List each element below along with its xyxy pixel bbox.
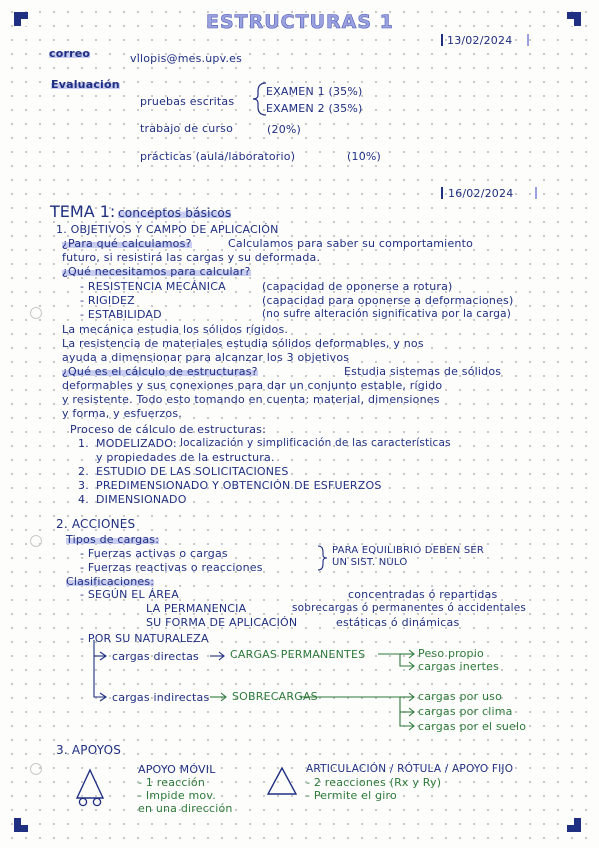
step-number: 4.	[78, 493, 89, 506]
sobrecargas: SOBRECARGAS	[232, 690, 318, 703]
step-number: 1.	[78, 437, 89, 450]
date-1: 13/02/2024	[447, 34, 513, 47]
naturaleza-label: - POR SU NATURALEZA	[80, 632, 209, 645]
date-2: 16/02/2024	[448, 187, 514, 200]
answer-3a: Estudia sistemas de sólidos	[344, 365, 502, 378]
trabajo-pct: (20%)	[267, 123, 302, 136]
cargas-uso: cargas por uso	[418, 690, 503, 703]
step-label: PREDIMENSIONADO Y OBTENCIÓN DE ESFUERZOS	[96, 479, 382, 492]
mecanica-line: La mecánica estudia los sólidos rígidos.	[62, 323, 289, 336]
question-1: ¿Para qué calculamos?	[62, 237, 192, 250]
evaluacion-label: Evaluación	[51, 78, 120, 91]
apoyo-movil-icon	[74, 768, 114, 808]
item-label: - RIGIDEZ	[80, 294, 135, 307]
question-3: ¿Qué es el cálculo de estructuras?	[62, 365, 258, 378]
answer-1b: futuro, si resistirá las cargas y su deformada.	[62, 251, 321, 264]
fuerzas-activas: - Fuerzas activas o cargas	[80, 547, 228, 560]
item-note: (capacidad de oponerse a rotura)	[262, 280, 453, 293]
apoyo-movil-title: APOYO MÓVIL	[138, 763, 216, 776]
cargas-permanentes: CARGAS PERMANENTES	[230, 648, 366, 661]
tema-number: TEMA 1:	[50, 202, 116, 221]
correo-value: vllopis@mes.upv.es	[130, 52, 243, 65]
answer-1: Calculamos para saber su comportamiento	[228, 237, 474, 250]
apoyo-movil-note: - Impide mov.	[138, 789, 216, 802]
step-text: y propiedades de la estructura.	[96, 451, 275, 464]
fuerzas-reactivas: - Fuerzas reactivas o reacciones	[80, 561, 263, 574]
equilibrio-1: PARA EQUILIBRIO DEBEN SER	[332, 545, 485, 556]
item-note: (no sufre alteración significativa por la carga)	[262, 308, 512, 320]
cargas-inertes: cargas inertes	[418, 660, 499, 673]
step-text: localización y simplificación de las características	[180, 437, 451, 449]
equilibrio-2: UN SIST. NULO	[332, 557, 408, 568]
proceso-heading: Proceso de cálculo de estructuras:	[70, 423, 267, 436]
section-3-heading: 3. APOYOS	[56, 743, 122, 757]
step-number: 2.	[78, 465, 89, 478]
peso-propio: Peso propio	[418, 647, 484, 660]
step-label: DIMENSIONADO	[96, 493, 187, 506]
page-title: ESTRUCTURAS 1	[206, 11, 394, 33]
apoyo-fijo-title: ARTICULACIÓN / RÓTULA / APOYO FIJO	[306, 763, 514, 775]
practicas-pct: (10%)	[347, 150, 382, 163]
answer-3b: deformables y sus conexiones para dar un conjunto estable, rígido	[62, 379, 443, 392]
step-label: MODELIZADO:	[96, 437, 177, 450]
permanencia-label: LA PERMANENCIA	[146, 602, 247, 615]
area-value: concentradas ó repartidas	[348, 588, 498, 601]
forma-label: SU FORMA DE APLICACIÓN	[146, 616, 298, 629]
examen-1: EXAMEN 1 (35%)	[266, 85, 363, 98]
tipos-cargas: Tipos de cargas:	[66, 533, 160, 546]
answer-3d: y forma, y esfuerzos.	[62, 407, 182, 420]
resistencia-line-1: La resistencia de materiales estudia sólidos deformables, y nos	[62, 337, 424, 350]
area-label: - SEGÚN EL ÁREA	[80, 588, 179, 601]
apoyo-fijo-note: - 2 reacciones (Rx y Ry)	[306, 776, 442, 789]
trabajo-curso: trabajo de curso	[140, 122, 234, 135]
question-2: ¿Qué necesitamos para calcular?	[62, 265, 251, 278]
forma-value: estáticas ó dinámicas	[336, 616, 460, 629]
examen-2: EXAMEN 2 (35%)	[266, 102, 363, 115]
cargas-suelo: cargas por el suelo	[418, 720, 527, 733]
permanencia-value: sobrecargas ó permanentes ó accidentales	[292, 602, 527, 614]
tema-title: conceptos básicos	[118, 206, 232, 220]
resistencia-line-2: ayuda a dimensionar para alcanzar los 3 objetivos	[62, 351, 350, 364]
item-label: - RESISTENCIA MECÁNICA	[80, 280, 226, 293]
item-note: (capacidad para oponerse a deformaciones)	[262, 294, 514, 307]
apoyo-fijo-icon	[266, 766, 300, 798]
cargas-clima: cargas por clima	[418, 705, 513, 718]
correo-label: correo	[49, 47, 91, 60]
apoyo-fijo-note: - Permite el giro	[306, 789, 397, 802]
clasificaciones: Clasificaciones:	[66, 575, 155, 588]
section-1-heading: 1. OBJETIVOS Y CAMPO DE APLICACIÓN	[56, 223, 279, 236]
practicas: prácticas (aula/laboratorio)	[140, 150, 296, 163]
apoyo-movil-note: en una dirección	[138, 802, 233, 815]
section-2-heading: 2. ACCIONES	[56, 517, 136, 531]
pruebas-escritas: pruebas escritas	[140, 95, 235, 108]
cargas-indirectas: cargas indirectas	[112, 691, 210, 704]
item-label: - ESTABILIDAD	[80, 308, 162, 321]
answer-3c: y resistente. Todo esto tomando en cuenta: material, dimensiones	[62, 393, 440, 406]
apoyo-movil-note: - 1 reacción	[138, 776, 206, 789]
step-label: ESTUDIO DE LAS SOLICITACIONES	[96, 465, 289, 478]
cargas-directas: cargas directas	[112, 650, 199, 663]
step-number: 3.	[78, 479, 89, 492]
